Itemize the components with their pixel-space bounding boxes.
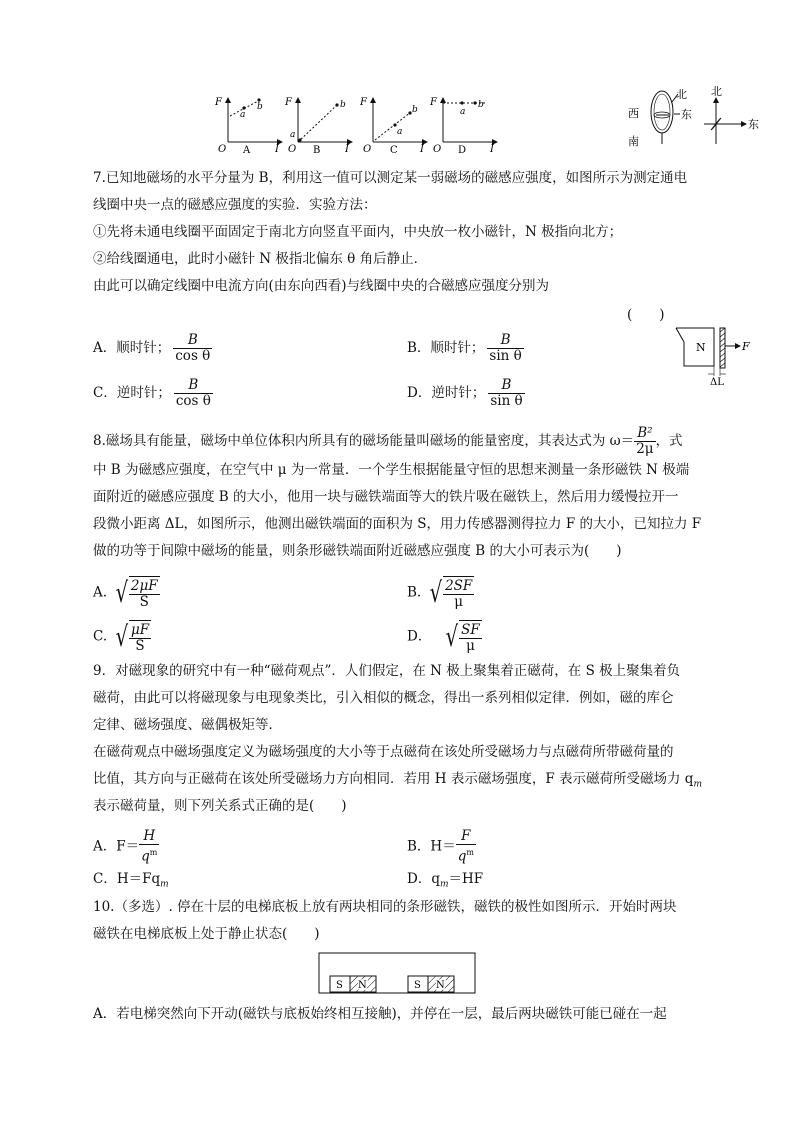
q9-option-c[interactable] [93, 869, 169, 895]
q7-option-b-frac [487, 333, 523, 364]
magnet-right-s: S [414, 980, 421, 991]
q9-stem-line-5-sub: m [693, 779, 702, 790]
graph-c-label: C [390, 145, 398, 156]
q9-stem-line-4: 在磁荷观点中磁场强度定义为磁场强度的大小等于点磁荷在该处所受磁场力与点磁荷所带磁荷量的 [93, 744, 674, 760]
graph-b-label: B [313, 145, 321, 156]
coil-compass-figure [620, 84, 770, 150]
magnet-right-n: N [436, 980, 445, 991]
q7-option-b-den: sin θ [489, 348, 522, 364]
graph-b-origin: O [288, 144, 297, 155]
q9-option-a-num: H [143, 828, 156, 844]
q7-option-b[interactable] [407, 333, 524, 364]
q7-option-a-frac [173, 333, 212, 364]
q8-energy-density-frac [634, 426, 655, 457]
q7-option-b-label: B．顺时针； [407, 340, 485, 356]
q8-option-b-den: μ [443, 594, 474, 610]
graph-d-label: D [458, 145, 467, 156]
graph-d-x: I [490, 144, 494, 155]
q9-stem-line-6: 表示磁荷量，则下列关系式正确的是( ) [93, 798, 347, 814]
q9-option-b-label: B．H＝ [407, 838, 456, 855]
q8-option-c[interactable] [93, 620, 151, 654]
q7-stem-line-5: 由此可以确定线圈中电流方向(由东向西看)与线圈中央的合磁感应强度分别为 [93, 278, 550, 294]
q9-option-b-den-sup: m [466, 848, 474, 857]
q7-option-b-num: B [500, 332, 511, 348]
q9-option-d-post: ＝HF [448, 871, 484, 887]
graph-c-y: F [360, 97, 367, 108]
q8-option-a-num: 2μF [130, 578, 158, 594]
coil-north: 北 [676, 88, 687, 101]
coil-figure [628, 88, 692, 148]
coil-south: 南 [628, 135, 639, 148]
q7-option-d[interactable] [407, 378, 525, 409]
q8-option-a-label: A. [93, 584, 108, 601]
magnet-n-label: N [696, 341, 706, 354]
q9-stem-line-2: 磁荷，由此可以将磁现象与电现象类比，引入相似的概念，得出一系列相似定律．例如，磁的库仑 [93, 690, 674, 706]
q8-option-c-sqrt: √ $\frac{\mu F}{S}$ [115, 620, 150, 654]
q8-option-d-num: SF [461, 622, 480, 638]
graph-c-origin: O [363, 144, 372, 155]
q8-stem-line-3: 面附近的磁感应强度 B 的大小，他用一块与磁铁端面等大的铁片吸在磁铁上，然后用力缓慢拉开一 [93, 489, 679, 505]
q9-option-a-label: A．F＝ [93, 838, 140, 855]
q7-option-c-frac [174, 378, 213, 409]
q7-stem-line-2: 线圈中央一点的磁感应强度的实验．实验方法： [93, 197, 377, 213]
magnet-dl-label: ΔL [710, 377, 724, 386]
q8-option-d[interactable] [407, 620, 482, 654]
q9-option-b-den: q [457, 848, 467, 865]
magnet-f-label: F [742, 340, 750, 353]
q9-stem-line-5 [93, 769, 702, 795]
graph-a-y: F [215, 97, 222, 108]
q8-stem-line-1a: 8.磁场具有能量，磁场中单位体积内所具有的磁场能量叫磁场的能量密度，其表达式为 ω＝ [93, 433, 635, 449]
q9-option-a-den: q [141, 848, 150, 865]
q7-option-c-label: C．逆时针； [93, 385, 171, 401]
compass-figure [704, 85, 759, 144]
q7-option-d-den: sin θ [490, 393, 523, 409]
compass-north: 北 [711, 85, 722, 98]
graph-d-pa: a [460, 107, 466, 117]
graph-d-origin: O [433, 144, 442, 155]
q8-option-a[interactable] [93, 576, 160, 610]
q7-stem-line-1: 7.已知地磁场的水平分量为 B，利用这一值可以测定某一弱磁场的磁感应强度，如图所示为测定通电 [93, 170, 688, 186]
q9-option-a-den-sup: m [149, 848, 158, 857]
fi-graphs-figure [210, 90, 500, 158]
q7-method-2: ②给线圈通电，此时小磁针 N 极指北偏东 θ 角后静止． [93, 251, 428, 267]
graph-d-pb: b [478, 100, 484, 110]
q8-option-b-sqrt: √ $\frac{2SF}{\mu}$ [429, 576, 473, 610]
q7-option-c[interactable] [93, 378, 213, 409]
q9-option-b-num: F [461, 828, 471, 844]
q8-option-b[interactable] [407, 576, 474, 610]
graph-a-origin: O [218, 144, 227, 155]
q8-option-c-num: μF [130, 622, 150, 638]
q9-option-d-pre: D．q [407, 871, 440, 887]
q9-option-a-frac [139, 829, 159, 865]
q8-frac-num: B² [637, 425, 653, 441]
q7-option-a-num: B [187, 332, 198, 348]
q7-option-a-label: A．顺时针； [93, 340, 171, 356]
graph-d [429, 97, 497, 156]
q7-option-d-frac [488, 378, 524, 409]
graph-b-pb: b [340, 100, 346, 110]
q8-option-a-sqrt: √ $\frac{2\mu F}{S}$ [115, 576, 158, 610]
q7-option-c-num: B [188, 377, 199, 393]
q9-option-c-sub: m [160, 879, 169, 890]
elevator-magnets-figure [318, 952, 476, 994]
q9-option-b[interactable] [407, 829, 476, 865]
q8-option-b-label: B. [407, 584, 422, 601]
coil-east: 东 [681, 108, 692, 121]
magnet-left-s: S [336, 980, 343, 991]
q10-stem-line-2: 磁铁在电梯底板上处于静止状态( ) [93, 926, 320, 942]
q9-option-d-sub: m [439, 879, 449, 890]
graph-c-x: I [420, 144, 424, 155]
q8-stem-line-1b: ，式 [655, 433, 683, 449]
coil-west: 西 [628, 107, 639, 120]
q7-option-d-label: D．逆时针； [407, 385, 486, 401]
q8-option-a-den: S [129, 594, 160, 610]
q9-stem-line-3: 定律、磁场强度、磁偶极矩等． [93, 717, 282, 733]
q9-option-a[interactable] [93, 829, 159, 865]
graph-c-pb: b [412, 105, 418, 115]
q8-option-d-den: μ [459, 638, 482, 654]
graph-a [214, 97, 282, 156]
q8-option-b-num: 2SF [445, 578, 473, 594]
magnet-left [330, 976, 376, 992]
q8-frac-den: 2μ [636, 441, 654, 457]
q8-stem-line-5: 做的功等于间隙中磁场的能量，则条形磁铁端面附近磁感应强度 B 的大小可表示为( ) [93, 543, 622, 559]
graph-c [359, 97, 427, 156]
q8-stem-line-2: 中 B 为磁感应强度，在空气中 μ 为一常量．一个学生根据能量守恒的思想来测量一条形磁铁 N 极端 [93, 462, 690, 478]
graph-b-y: F [285, 97, 292, 108]
q10-stem-line-1: 10.（多选）. 停在十层的电梯底板上放有两块相同的条形磁铁，磁铁的极性如图所示．开始时两块 [93, 899, 677, 915]
graph-b-pa: a [290, 130, 296, 140]
q7-option-a-den: cos θ [175, 348, 211, 364]
magnet-plate-figure [674, 326, 774, 386]
graph-a-pb: b [257, 102, 263, 112]
q9-stem-line-1: 9．对磁现象的研究中有一种“磁荷观点”．人们假定，在 N 极上聚集着正磁荷，在 S 极上聚集着负 [93, 663, 681, 679]
graph-a-pa: a [240, 110, 246, 120]
q9-option-d[interactable] [407, 869, 483, 895]
compass-east: 东 [748, 118, 759, 131]
graph-b-x: I [345, 144, 349, 155]
q9-option-c-text: C．H＝Fq [93, 871, 161, 887]
graph-c-pa: a [397, 127, 403, 137]
q9-option-b-frac [456, 829, 476, 865]
q7-option-c-den: cos θ [175, 393, 211, 409]
q7-answer-paren: ( ) [627, 307, 665, 323]
q8-option-d-label: D． [407, 628, 432, 645]
q10-option-a[interactable]: A．若电梯突然向下开动(磁铁与底板始终相互接触)，并停在一层，最后两块磁铁可能已碰在一起 [93, 1006, 667, 1022]
graph-d-y: F [430, 97, 437, 108]
q8-stem-line-1 [93, 426, 683, 457]
q9-stem-line-5-text: 比值，其方向与正磁荷在该处所受磁场力方向相同．若用 H 表示磁场强度，F 表示磁荷所受磁场力 q [93, 771, 694, 787]
magnet-right [408, 976, 454, 992]
q7-option-a[interactable] [93, 333, 212, 364]
q7-method-1: ①先将未通电线圈平面固定于南北方向竖直平面内，中央放一枚小磁针，N 极指向北方； [93, 224, 623, 240]
q8-stem-line-4: 段微小距离 ΔL，如图所示，他测出磁铁端面的面积为 S，用力传感器测得拉力 F 的大小，已知拉力 F [93, 516, 702, 532]
q8-option-c-label: C. [93, 628, 108, 645]
q7-option-d-num: B [501, 377, 512, 393]
graph-a-label: A [243, 145, 251, 156]
q8-option-c-den: S [129, 638, 151, 654]
graph-a-x: I [275, 144, 279, 155]
q8-option-d-sqrt: √ $\frac{SF}{\mu}$ [446, 620, 480, 654]
graph-b [284, 97, 352, 156]
magnet-left-n: N [358, 980, 367, 991]
